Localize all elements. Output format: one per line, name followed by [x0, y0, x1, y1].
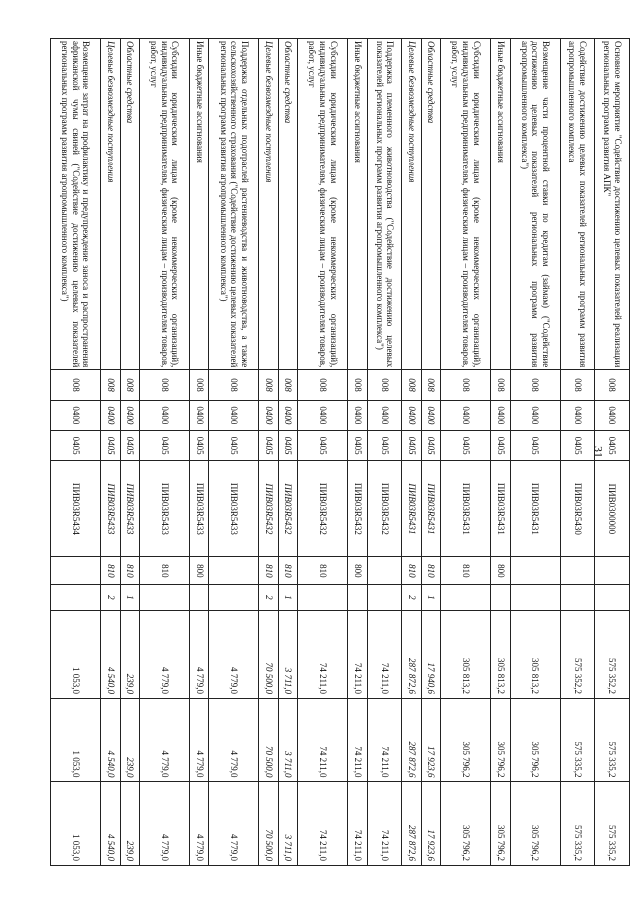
cell-amount-3: 305 796,2 — [491, 782, 510, 866]
cell-amount-2: 1 053,0 — [51, 699, 101, 782]
cell-source-code: 1 — [421, 585, 440, 610]
cell-ved: 008 — [402, 370, 421, 400]
cell-amount-1: 74 211,0 — [367, 610, 402, 699]
cell-amount-1: 305 813,2 — [491, 610, 510, 699]
cell-amount-2: 74 211,0 — [298, 699, 348, 782]
table-row — [402, 39, 421, 866]
cell-target-article: ПИВ03R5433 — [140, 461, 190, 557]
cell-expense-type: 810 — [259, 557, 278, 585]
cell-rz: 0400 — [259, 400, 278, 430]
cell-name: Возмещение части процентной ставки по кредитам (займам) ("Содействие достижению целевых показателей региональных программ развития агропромышленного комплекса") — [510, 39, 560, 370]
cell-expense-type: 810 — [278, 557, 297, 585]
cell-amount-3: 1 053,0 — [51, 782, 101, 866]
cell-amount-1: 287 872,6 — [402, 610, 421, 699]
cell-amount-1: 305 813,2 — [441, 610, 491, 699]
table-row — [278, 39, 297, 866]
cell-name: Областные средства — [421, 39, 440, 370]
cell-source-code — [491, 585, 510, 610]
cell-source-code — [140, 585, 190, 610]
cell-amount-3: 305 796,2 — [441, 782, 491, 866]
cell-name: Областные средства — [278, 39, 297, 370]
cell-rz: 0400 — [51, 400, 101, 430]
cell-pr: 0405 — [510, 430, 560, 460]
cell-amount-3: 4 779,0 — [189, 782, 208, 866]
table-row — [51, 39, 101, 866]
cell-name: Субсидии юридическим лицам (кроме некоммерческих организаций), индивидуальным предпринимателям, физическим лицам – производителям товаров, работ, услуг — [441, 39, 491, 370]
table-row — [348, 39, 367, 866]
table-row — [560, 39, 595, 866]
cell-rz: 0400 — [209, 400, 259, 430]
table-row — [101, 39, 120, 866]
cell-target-article: ПИВ03R5433 — [189, 461, 208, 557]
cell-amount-1: 4 779,0 — [189, 610, 208, 699]
cell-expense-type: 810 — [441, 557, 491, 585]
cell-name: Субсидии юридическим лицам (кроме некоммерческих организаций), индивидуальным предпринимателям, физическим лицам – производителям товаров, работ, услуг — [140, 39, 190, 370]
cell-name: Иные бюджетные ассигнования — [189, 39, 208, 370]
cell-amount-2: 239,0 — [120, 699, 139, 782]
cell-name: Поддержка племенного животноводства ("Содействие достижению целевых показателей региональных программ развития агропромышленного комплекса") — [367, 39, 402, 370]
cell-source-code — [189, 585, 208, 610]
cell-ved: 008 — [510, 370, 560, 400]
cell-pr: 0405 — [402, 430, 421, 460]
cell-expense-type: 800 — [491, 557, 510, 585]
cell-source-code — [209, 585, 259, 610]
cell-name: Иные бюджетные ассигнования — [491, 39, 510, 370]
cell-pr: 0405 — [101, 430, 120, 460]
cell-rz: 0400 — [189, 400, 208, 430]
cell-ved: 008 — [298, 370, 348, 400]
cell-ved: 008 — [441, 370, 491, 400]
cell-target-article: ПИВ03R5431 — [441, 461, 491, 557]
cell-ved: 008 — [560, 370, 595, 400]
cell-amount-3: 17 923,6 — [421, 782, 440, 866]
cell-target-article: ПИВ03R5430 — [560, 461, 595, 557]
cell-source-code — [595, 585, 630, 610]
cell-source-code: 2 — [402, 585, 421, 610]
cell-pr: 0405 — [560, 430, 595, 460]
cell-ved: 008 — [348, 370, 367, 400]
cell-amount-1: 74 211,0 — [298, 610, 348, 699]
cell-rz: 0400 — [298, 400, 348, 430]
cell-target-article: ПИВ03R5432 — [298, 461, 348, 557]
cell-rz: 0400 — [120, 400, 139, 430]
cell-rz: 0400 — [491, 400, 510, 430]
cell-target-article: ПИВ03R5432 — [348, 461, 367, 557]
table-row — [510, 39, 560, 866]
cell-name: Иные бюджетные ассигнования — [348, 39, 367, 370]
cell-amount-1: 4 779,0 — [209, 610, 259, 699]
budget-table — [50, 38, 630, 866]
cell-expense-type: 810 — [140, 557, 190, 585]
table-row — [140, 39, 190, 866]
rotated-table-wrapper — [50, 38, 630, 866]
cell-amount-1: 3 711,0 — [278, 610, 297, 699]
cell-ved: 008 — [278, 370, 297, 400]
cell-target-article: ПИВ03R5431 — [510, 461, 560, 557]
cell-rz: 0400 — [510, 400, 560, 430]
cell-expense-type — [367, 557, 402, 585]
cell-pr: 0405 — [140, 430, 190, 460]
cell-amount-1: 4 779,0 — [140, 610, 190, 699]
cell-pr: 0405 — [120, 430, 139, 460]
cell-name: Областные средства — [120, 39, 139, 370]
cell-source-code: 1 — [120, 585, 139, 610]
cell-name: Целевые безвозмездные поступления — [101, 39, 120, 370]
cell-pr: 0405 — [209, 430, 259, 460]
cell-amount-2: 17 923,6 — [421, 699, 440, 782]
cell-expense-type — [510, 557, 560, 585]
cell-amount-1: 70 500,0 — [259, 610, 278, 699]
cell-source-code — [560, 585, 595, 610]
cell-expense-type: 810 — [402, 557, 421, 585]
table-row — [189, 39, 208, 866]
cell-target-article: ПИВ03R5431 — [402, 461, 421, 557]
cell-rz: 0400 — [348, 400, 367, 430]
cell-name: Основное мероприятие "Содействие достижению целевых показателей реализации региональных программ развития АПК" — [595, 39, 630, 370]
cell-amount-3: 239,0 — [120, 782, 139, 866]
cell-rz: 0400 — [367, 400, 402, 430]
cell-target-article: ПИВ03R5432 — [278, 461, 297, 557]
cell-amount-1: 17 940,6 — [421, 610, 440, 699]
cell-source-code — [51, 585, 101, 610]
cell-amount-2: 4 779,0 — [140, 699, 190, 782]
cell-amount-3: 575 335,2 — [595, 782, 630, 866]
cell-pr: 0405 — [348, 430, 367, 460]
cell-ved: 008 — [120, 370, 139, 400]
cell-amount-3: 287 872,6 — [402, 782, 421, 866]
cell-target-article: ПИВ03R5433 — [120, 461, 139, 557]
cell-amount-1: 305 813,2 — [510, 610, 560, 699]
cell-pr: 0405 — [298, 430, 348, 460]
cell-expense-type: 800 — [189, 557, 208, 585]
cell-target-article: ПИВ03R5434 — [51, 461, 101, 557]
cell-amount-3: 74 211,0 — [298, 782, 348, 866]
cell-ved: 008 — [367, 370, 402, 400]
cell-target-article: ПИВ03R5431 — [491, 461, 510, 557]
cell-rz: 0400 — [402, 400, 421, 430]
cell-ved: 008 — [209, 370, 259, 400]
cell-amount-2: 70 500,0 — [259, 699, 278, 782]
cell-rz: 0400 — [595, 400, 630, 430]
cell-rz: 0400 — [441, 400, 491, 430]
cell-amount-2: 287 872,6 — [402, 699, 421, 782]
table-row — [491, 39, 510, 866]
cell-amount-2: 4 779,0 — [209, 699, 259, 782]
table-row — [259, 39, 278, 866]
cell-amount-2: 305 796,2 — [491, 699, 510, 782]
cell-pr: 0405 — [421, 430, 440, 460]
cell-name: Субсидии юридическим лицам (кроме некоммерческих организаций), индивидуальным предпринимателям, физическим лицам – производителям товаров, работ, услуг — [298, 39, 348, 370]
cell-expense-type: 810 — [101, 557, 120, 585]
cell-amount-3: 74 211,0 — [367, 782, 402, 866]
cell-amount-1: 4 540,0 — [101, 610, 120, 699]
cell-expense-type — [51, 557, 101, 585]
table-row — [120, 39, 139, 866]
cell-amount-3: 4 779,0 — [209, 782, 259, 866]
cell-target-article: ПИВ03R5432 — [259, 461, 278, 557]
cell-name: Возмещение затрат на профилактику и предупреждение заноса и распространения африканской чумы свиней ("Содействие достижению целевых показателей региональных программ развития агропромышленного комплекса") — [51, 39, 101, 370]
cell-source-code: 2 — [259, 585, 278, 610]
cell-source-code — [441, 585, 491, 610]
cell-expense-type: 810 — [298, 557, 348, 585]
cell-source-code — [367, 585, 402, 610]
cell-ved: 008 — [189, 370, 208, 400]
cell-amount-3: 4 540,0 — [101, 782, 120, 866]
cell-target-article: ПИВ03R5433 — [209, 461, 259, 557]
cell-pr: 0405 — [189, 430, 208, 460]
cell-target-article: ПИВ03R5432 — [367, 461, 402, 557]
table-row — [209, 39, 259, 866]
page-number: 31 — [591, 446, 606, 458]
cell-amount-2: 575 335,2 — [560, 699, 595, 782]
cell-pr: 0405 — [51, 430, 101, 460]
cell-ved: 008 — [101, 370, 120, 400]
cell-target-article: ПИВ03R5431 — [421, 461, 440, 557]
cell-rz: 0400 — [421, 400, 440, 430]
cell-source-code — [298, 585, 348, 610]
table-row — [421, 39, 440, 866]
cell-pr: 0405 — [259, 430, 278, 460]
cell-amount-2: 74 211,0 — [367, 699, 402, 782]
cell-name: Содействие достижению целевых показателей региональных программ развития агропромышленного комплекса — [560, 39, 595, 370]
cell-amount-2: 3 711,0 — [278, 699, 297, 782]
cell-rz: 0400 — [278, 400, 297, 430]
table-row — [298, 39, 348, 866]
cell-source-code — [348, 585, 367, 610]
cell-rz: 0400 — [101, 400, 120, 430]
cell-amount-1: 575 352,2 — [595, 610, 630, 699]
cell-amount-2: 74 211,0 — [348, 699, 367, 782]
cell-amount-3: 74 211,0 — [348, 782, 367, 866]
cell-amount-1: 239,0 — [120, 610, 139, 699]
cell-name: Целевые безвозмездные поступления — [259, 39, 278, 370]
cell-pr: 0405 — [595, 430, 630, 460]
cell-ved: 008 — [595, 370, 630, 400]
cell-amount-2: 4 779,0 — [189, 699, 208, 782]
cell-expense-type — [560, 557, 595, 585]
cell-amount-2: 4 540,0 — [101, 699, 120, 782]
cell-ved: 008 — [259, 370, 278, 400]
cell-target-article: ПИВ0300000 — [595, 461, 630, 557]
cell-amount-3: 305 796,2 — [510, 782, 560, 866]
cell-amount-3: 70 500,0 — [259, 782, 278, 866]
cell-ved: 008 — [421, 370, 440, 400]
cell-name: Поддержка отдельных подотраслей растениеводства и животноводства, а также сельскохозяйственного страхования ("Содействие достижению целевых показателей региональных программ развития агропромышленного комплекса") — [209, 39, 259, 370]
cell-ved: 008 — [140, 370, 190, 400]
cell-target-article: ПИВ03R5433 — [101, 461, 120, 557]
cell-amount-2: 305 796,2 — [441, 699, 491, 782]
cell-amount-3: 575 335,2 — [560, 782, 595, 866]
cell-expense-type — [595, 557, 630, 585]
cell-source-code: 1 — [278, 585, 297, 610]
cell-amount-3: 4 779,0 — [140, 782, 190, 866]
cell-source-code: 2 — [101, 585, 120, 610]
cell-amount-2: 305 796,2 — [510, 699, 560, 782]
cell-rz: 0400 — [140, 400, 190, 430]
cell-source-code — [510, 585, 560, 610]
cell-expense-type: 800 — [348, 557, 367, 585]
cell-pr: 0405 — [367, 430, 402, 460]
cell-pr: 0405 — [278, 430, 297, 460]
cell-amount-1: 575 352,2 — [560, 610, 595, 699]
cell-amount-1: 1 053,0 — [51, 610, 101, 699]
cell-expense-type: 810 — [421, 557, 440, 585]
table-row — [595, 39, 630, 866]
cell-ved: 008 — [51, 370, 101, 400]
cell-name: Целевые безвозмездные поступления — [402, 39, 421, 370]
cell-pr: 0405 — [491, 430, 510, 460]
table-row — [441, 39, 491, 866]
cell-amount-2: 575 335,2 — [595, 699, 630, 782]
cell-expense-type — [209, 557, 259, 585]
cell-amount-3: 3 711,0 — [278, 782, 297, 866]
cell-expense-type: 810 — [120, 557, 139, 585]
cell-pr: 0405 — [441, 430, 491, 460]
cell-rz: 0400 — [560, 400, 595, 430]
cell-amount-1: 74 211,0 — [348, 610, 367, 699]
cell-ved: 008 — [491, 370, 510, 400]
table-row — [367, 39, 402, 866]
